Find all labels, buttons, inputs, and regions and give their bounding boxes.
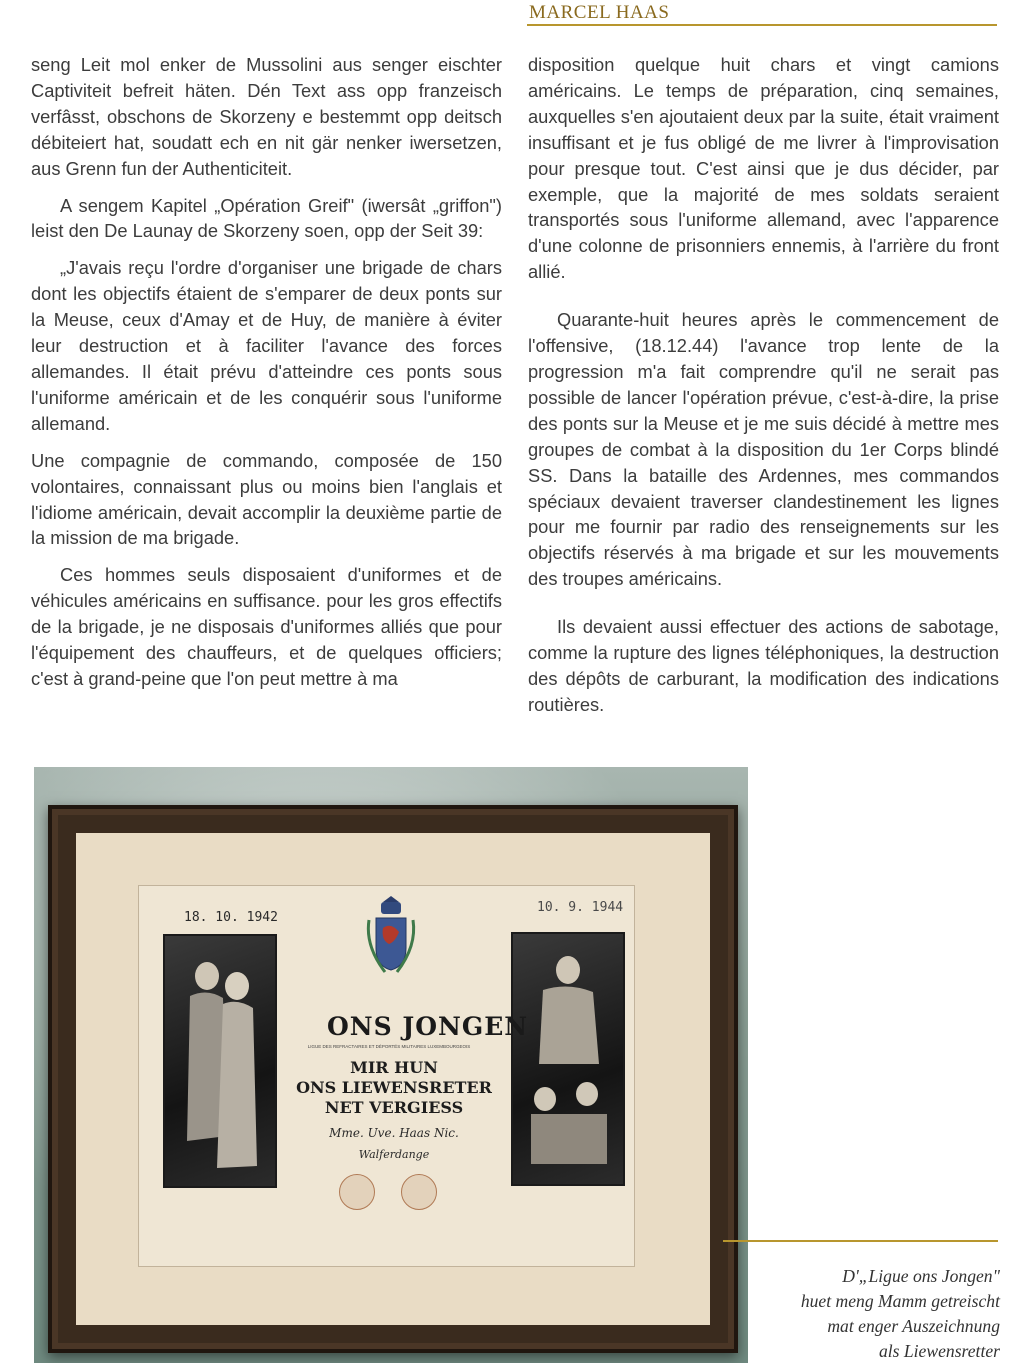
paragraph: seng Leit mol enker de Mussolini aus senger eischter Captiviteit befreit häten. Dén Text ass opp franzeisch verfâsst, obschons de Skorzeny e bestemmt opp deitsch débiteiert hat, soudatt ech en nit gär nenker iwersetzen, aus Grenn fun der Authenticiteit.: [31, 54, 502, 179]
paragraph: disposition quelque huit chars et vingt camions américains. Le temps de préparation, cinq semaines, auxquelles s'en ajoutaient deux par la suite, était vraiment insuffisant et je fus obligé de me livrer à l'improvisation pour presque tout. C'est ainsi que je dus décider, par exemple, que la majorité de mes soldats seraient transportés sous l'uniforme allemand, avec l'apparence d'une colonne de prisonniers ennemis, à l'arrière du front allié.: [528, 54, 999, 283]
certificate-subtitle: LIGUE DES REFRACTAIRES ET DÉPORTÉS MILITAIRES LUXEMBOURGEOIS: [307, 1044, 471, 1049]
certificate-line: NET VERGIESS: [324, 1098, 464, 1117]
paragraph: Une compagnie de commando, composée de 150 volontaires, connaissant plus ou moins bien l'anglais et l'idiome américain, devait accomplir la deuxième partie de la mission de ma brigade.: [31, 449, 502, 549]
certificate-line: ONS LIEWENSRETER: [296, 1078, 492, 1097]
certificate-date-left: 18. 10. 1942: [184, 910, 278, 925]
illustration-family: [511, 932, 625, 1186]
frame-mat: [76, 833, 710, 1325]
illustration-couple: [163, 934, 277, 1188]
seal-icon: [401, 1174, 437, 1210]
caption-line: mat enger Auszeichnung: [827, 1316, 1000, 1336]
certificate-photo: [34, 767, 748, 1363]
paragraph: „J'avais reçu l'ordre d'organiser une brigade de chars dont les objectifs étaient de s'emparer de deux ponts sur la Meuse, ceux d'Amay et de Huy, de manière à éviter leur destruction et à faciliter l'avance des forces allemandes. Il était prévu d'atteindre ces ponts sous l'uniforme américain et de les conquérir sous l'uniforme allemand.: [31, 257, 502, 434]
paragraph: Ces hommes seuls disposaient d'uniformes et de véhicules américains en suffisance. pour les gros effectifs de la brigade, je ne disposais d'uniformes alliés que pour l'équipement des chauffeurs, et de quelques officiers; c'est à grand-peine que l'on peut mettre à ma: [31, 564, 502, 689]
running-header: MARCEL HAAS: [529, 2, 670, 23]
certificate-date-right: 10. 9. 1944: [537, 900, 624, 915]
paragraph: Quarante-huit heures après le commencement de l'offensive, (18.12.44) l'avance trop lente de la progression m'a fait comprendre qu'il ne serait pas possible de lancer l'opération prévue, c'est-à-dire, la prise des ponts sur la Meuse et je me suis décidé à mettre mes groupes de combat à la disposition du 1er Corps blindé SS. Dans la bataille des Ardennes, mes commandos spéciaux devaient traverser clandestinement les lignes pour me fournir par radio des renseignements sur les objectifs réservés à ma brigade et sur les mouvements des troupes américains.: [528, 309, 999, 590]
seal-icon: [339, 1174, 375, 1210]
certificate-recipient: Mme. Uve. Haas Nic.: [329, 1126, 459, 1140]
header-rule: [527, 24, 997, 26]
picture-frame: [48, 805, 738, 1353]
coat-of-arms-icon: [361, 890, 421, 985]
right-text-column: [528, 52, 999, 729]
caption-line: huet meng Mamm getreischt: [800, 1291, 1000, 1311]
certificate-place: Walferdange: [358, 1148, 430, 1161]
paragraph: Ils devaient aussi effectuer des actions de sabotage, comme la rupture des lignes téléphoniques, la destruction des dépôts de carburant, la modification des indications routières.: [528, 616, 999, 715]
caption-rule: [723, 1240, 998, 1242]
certificate-line: MIR HUN: [350, 1058, 438, 1077]
certificate: [138, 885, 635, 1267]
caption-line: D'„Ligue ons Jongen": [842, 1266, 1000, 1286]
left-text-column: [31, 52, 502, 692]
photo-caption: [760, 1264, 1000, 1364]
caption-line: als Liewensretter: [878, 1341, 1000, 1361]
certificate-title: ONS JONGEN: [327, 1012, 529, 1041]
paragraph: A sengem Kapitel „Opération Greif" (iwersât „griffon") leist den De Launay de Skorzeny soen, opp der Seit 39:: [31, 194, 502, 242]
